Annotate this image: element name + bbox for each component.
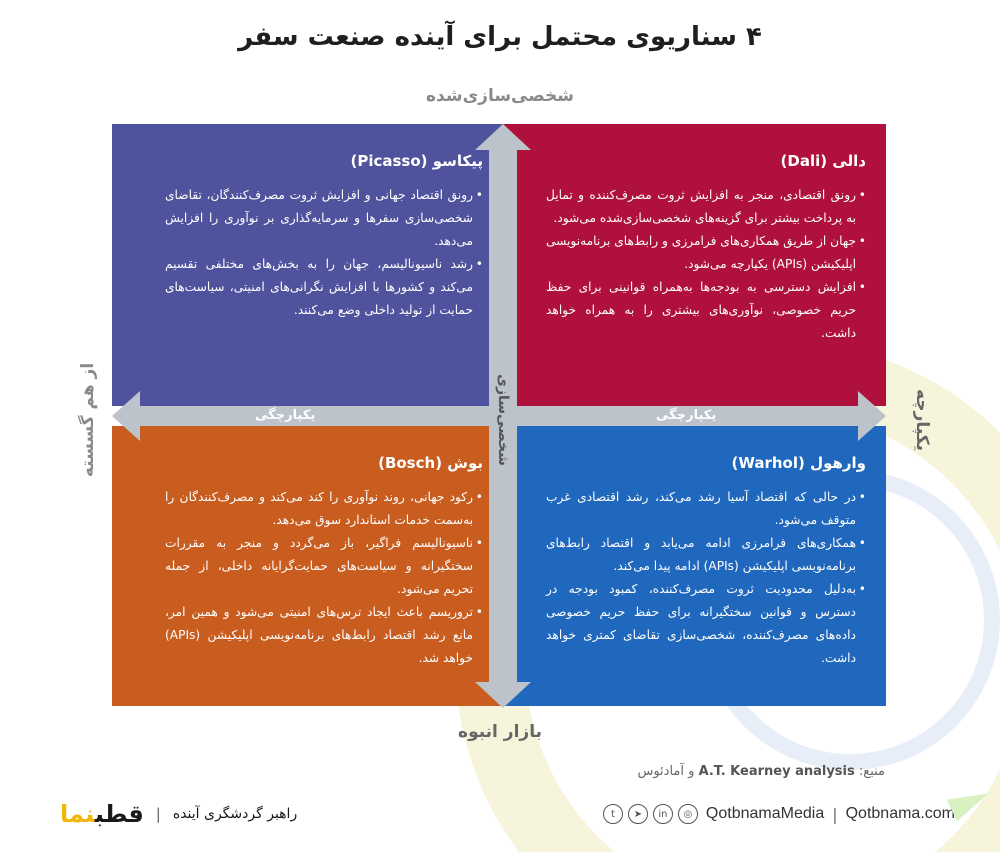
quadrant-picasso	[112, 124, 503, 406]
brand-tagline: راهبر گردشگری آینده	[172, 806, 298, 822]
arrow-right-icon	[858, 391, 886, 441]
list-item: • رونق اقتصادی، منجر به افزایش ثروت مصرف‌کننده و تمایل به پرداخت بیشتر برای گزینه‌های شخصی‌سازی‌شده می‌شود.	[546, 184, 866, 230]
arrow-up-icon	[475, 124, 531, 150]
list-item: • ناسیونالیسم فراگیر، باز می‌گردد و منجر به مقررات سختگیرانه و سیاست‌های حمایت‌گرایانه داخلی، از جمله تحریم می‌شود.	[165, 532, 483, 601]
logo-accent: نما	[60, 800, 95, 828]
quadrant-list	[165, 486, 483, 670]
footer-brand	[60, 800, 297, 828]
quadrant-title: بوش (Bosch)	[378, 454, 483, 472]
quadrant-list	[546, 184, 866, 345]
quadrant-list	[546, 486, 866, 670]
axis-label-right: یکپارچه	[912, 389, 932, 451]
instagram-icon[interactable]: ◎	[678, 804, 698, 824]
quadrant-bosch	[112, 426, 503, 706]
list-item: • رکود جهانی، روند نوآوری را کند می‌کند و مصرف‌کنندگان را به‌سمت خدمات استاندارد سوق می‌دهد.	[165, 486, 483, 532]
arrow-left-icon	[112, 391, 140, 441]
list-item: • در حالی که اقتصاد آسیا رشد می‌کند، رشد اقتصادی غرب متوقف می‌شود.	[546, 486, 866, 532]
source-name: A.T. Kearney analysis	[698, 764, 855, 779]
list-item: • همکاری‌های فرامرزی ادامه می‌یابد و اقتصاد رابط‌های برنامه‌نویسی اپلیکیشن (APIs) ادامه پیدا می‌کند.	[546, 532, 866, 578]
list-item: • به‌دلیل محدودیت ثروت مصرف‌کننده، کمبود بودجه در دسترس و قوانین سختگیرانه برای حفظ حریم خصوصی داده‌های مصرف‌کننده، شخصی‌سازی تقاضای کمتری خواهد داشت.	[546, 578, 866, 670]
list-item: • تروریسم باعث ایجاد ترس‌های امنیتی می‌شود و همین امر، مانع رشد اقتصاد رابط‌های برنامه‌نویسی اپلیکیشن (APIs) خواهد شد.	[165, 601, 483, 670]
quadrant-title: پیکاسو (Picasso)	[350, 152, 483, 170]
telegram-icon[interactable]: ➤	[628, 804, 648, 824]
brand-logo	[60, 800, 144, 828]
integration-label-left: یکپارچگی	[255, 408, 316, 423]
list-item: • رونق اقتصاد جهانی و افزایش ثروت مصرف‌کنندگان، تقاضای شخصی‌سازی سفرها و سرمایه‌گذاری بر نوآوری را افزایش می‌دهد.	[165, 184, 483, 253]
axis-label-top: شخصی‌سازی‌شده	[426, 86, 574, 106]
quadrant-warhol	[503, 426, 886, 706]
list-item: • افزایش دسترسی به بودجه‌ها به‌همراه قوانینی برای حفظ حریم خصوصی، نوآوری‌های بیشتری را به همراه خواهد داشت.	[546, 276, 866, 345]
source-note	[637, 764, 885, 779]
social-icons	[603, 804, 698, 824]
axis-label-left: از هم گسسته	[78, 362, 98, 478]
list-item: • جهان از طریق همکاری‌های فرامرزی و رابط‌های برنامه‌نویسی اپلیکیشن (APIs) یکپارچه می‌شود.	[546, 230, 866, 276]
axis-label-bottom: بازار انبوه	[458, 722, 542, 742]
arrow-down-icon	[475, 682, 531, 708]
social-handle[interactable]: QotbnamaMedia	[705, 805, 825, 822]
brand-separator: |	[155, 805, 161, 823]
quadrant-title: دالی (Dali)	[780, 152, 866, 170]
twitter-icon[interactable]: t	[603, 804, 623, 824]
footer-links	[603, 804, 955, 824]
footer-divider: |	[832, 804, 838, 824]
integration-label-right: یکپارچگی	[656, 408, 717, 423]
quadrant-title: وارهول (Warhol)	[731, 454, 866, 472]
logo-main: قطب	[94, 800, 144, 828]
source-label: منبع:	[858, 764, 885, 779]
list-item: • رشد ناسیونالیسم، جهان را به بخش‌های مختلفی تقسیم می‌کند و کشورها با افزایش نگرانی‌های امنیتی، سیاست‌های حمایت از تولید داخلی وضع می‌کنند.	[165, 253, 483, 322]
linkedin-icon[interactable]: in	[653, 804, 673, 824]
personalization-label: شخصی‌سازی	[495, 374, 511, 466]
quadrant-list	[165, 184, 483, 322]
quadrant-dali	[503, 124, 886, 406]
paper-plane-icon	[947, 783, 993, 822]
page-title: ۴ سناریوی محتمل برای آینده صنعت سفر	[238, 22, 762, 52]
source-rest: و آمادئوس	[637, 764, 695, 779]
website-link[interactable]: Qotbnama.com	[845, 805, 955, 822]
